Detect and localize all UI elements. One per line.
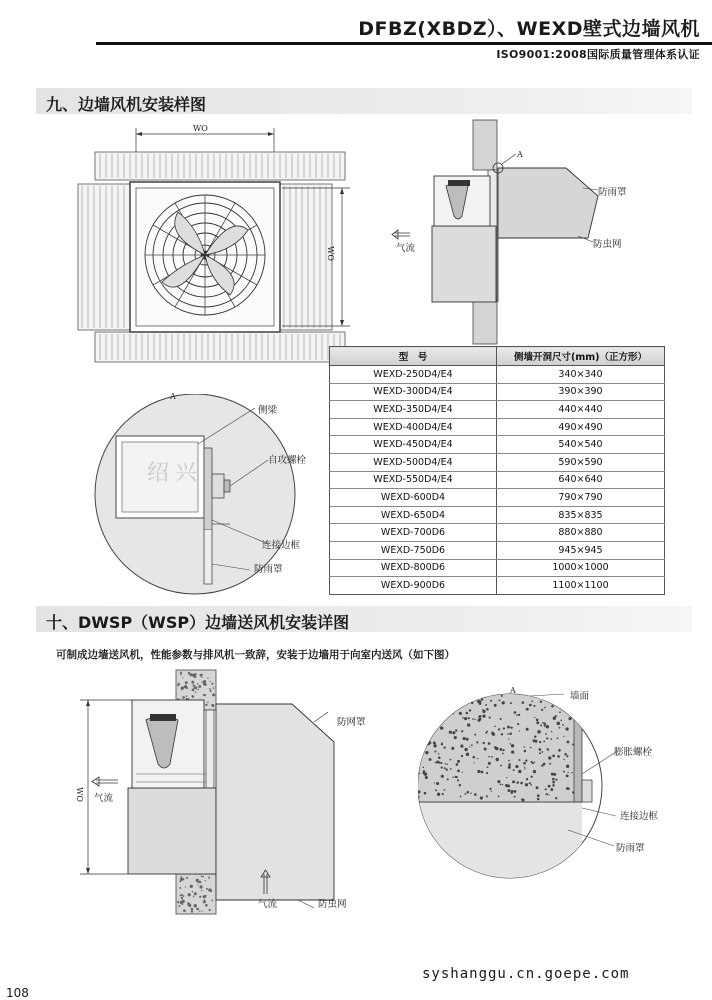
table-row: [330, 436, 665, 454]
footer-url: syshanggu.cn.goepe.com: [422, 966, 630, 982]
wall-fan-top-view-drawing: [70, 110, 370, 365]
supply-detail-a-mark: A: [510, 686, 516, 695]
detail-a-connect-frame-label: 连接边框: [262, 540, 301, 551]
section10-title: 十、DWSP（WSP）边墙送风机安装详图: [46, 613, 350, 632]
detail-a-side-beam-label: 侧梁: [258, 405, 278, 416]
header-rule: [96, 42, 712, 45]
detail-a-circle-drawing: [80, 394, 320, 604]
table-cell-opening-size: 835×835: [497, 506, 665, 524]
document-subtitle: ISO9001:2008国际质量管理体系认证: [496, 48, 700, 61]
table-cell-opening-size: 1000×1000: [497, 559, 665, 577]
table-cell-model: WEXD-750D6: [330, 541, 497, 559]
supply-detail-a-wall-label: 墙面: [570, 691, 590, 702]
side-view-detail-mark: A: [517, 150, 523, 159]
table-cell-model: WEXD-800D6: [330, 559, 497, 577]
table-cell-opening-size: 590×590: [497, 453, 665, 471]
supply-side-airflow-left-label: 气流: [94, 793, 114, 804]
document-title: DFBZ(XBDZ）、WEXD壁式边墙风机: [358, 18, 700, 40]
table-row: [330, 506, 665, 524]
table-cell-opening-size: 640×640: [497, 471, 665, 489]
side-view-airflow-label: 气流: [396, 243, 416, 254]
table-row: [330, 366, 665, 384]
opening-size-table: [329, 346, 665, 595]
supply-detail-a-rain-cover-label: 防雨罩: [616, 843, 645, 854]
table-row: [330, 559, 665, 577]
table-cell-model: WEXD-650D4: [330, 506, 497, 524]
top-view-width-label: WO: [193, 124, 208, 133]
page-number: 108: [6, 986, 29, 1000]
table-cell-model: WEXD-500D4/E4: [330, 453, 497, 471]
table-cell-opening-size: 440×440: [497, 401, 665, 419]
table-row: [330, 524, 665, 542]
table-cell-opening-size: 880×880: [497, 524, 665, 542]
table-cell-model: WEXD-400D4/E4: [330, 418, 497, 436]
supply-detail-a-circle-drawing: [418, 690, 658, 890]
table-row: [330, 383, 665, 401]
table-cell-model: WEXD-550D4/E4: [330, 471, 497, 489]
section9-title: 九、边墙风机安装样图: [46, 95, 207, 114]
table-header-model: 型 号: [330, 347, 497, 366]
table-cell-opening-size: 1100×1100: [497, 577, 665, 595]
table-cell-model: WEXD-450D4/E4: [330, 436, 497, 454]
section10-intro-text: 可制成边墙送风机，性能参数与排风机一致辞，安装于边墙用于向室内送风（如下图）: [56, 649, 455, 661]
table-cell-model: WEXD-700D6: [330, 524, 497, 542]
table-cell-opening-size: 540×540: [497, 436, 665, 454]
table-cell-opening-size: 340×340: [497, 366, 665, 384]
table-header-opening-size: 侧墙开洞尺寸(mm)（正方形）: [497, 347, 665, 366]
table-row: [330, 577, 665, 595]
top-view-height-label: WO: [325, 246, 335, 261]
supply-detail-a-expansion-bolt-label: 膨胀螺栓: [614, 747, 653, 758]
table-cell-opening-size: 490×490: [497, 418, 665, 436]
wall-fan-side-view-drawing: [388, 118, 618, 348]
table-cell-model: WEXD-300D4/E4: [330, 383, 497, 401]
supply-side-height-label: WO: [74, 787, 84, 802]
table-cell-model: WEXD-900D6: [330, 577, 497, 595]
supply-detail-a-connect-frame-label: 连接边框: [620, 811, 659, 822]
table-row: [330, 489, 665, 507]
table-cell-model: WEXD-250D4/E4: [330, 366, 497, 384]
table-cell-opening-size: 390×390: [497, 383, 665, 401]
table-cell-model: WEXD-350D4/E4: [330, 401, 497, 419]
table-cell-opening-size: 945×945: [497, 541, 665, 559]
table-cell-opening-size: 790×790: [497, 489, 665, 507]
detail-a-mark: A: [170, 392, 176, 401]
side-view-rain-cover-label: 防雨罩: [598, 187, 627, 198]
supply-side-insect-net-label: 防虫网: [318, 899, 347, 910]
supply-side-mesh-cover-label: 防网罩: [337, 717, 366, 728]
table-row: [330, 401, 665, 419]
table-row: [330, 453, 665, 471]
side-view-insect-net-label: 防虫网: [593, 239, 622, 250]
detail-a-tapping-screw-label: 自攻螺栓: [268, 455, 307, 466]
table-row: [330, 541, 665, 559]
table-row: [330, 471, 665, 489]
table-row: [330, 418, 665, 436]
watermark: 绍兴: [147, 461, 204, 486]
table-cell-model: WEXD-600D4: [330, 489, 497, 507]
detail-a-rain-cover-label: 防雨罩: [254, 564, 283, 575]
supply-side-airflow-bottom-label: 气流: [258, 899, 278, 910]
